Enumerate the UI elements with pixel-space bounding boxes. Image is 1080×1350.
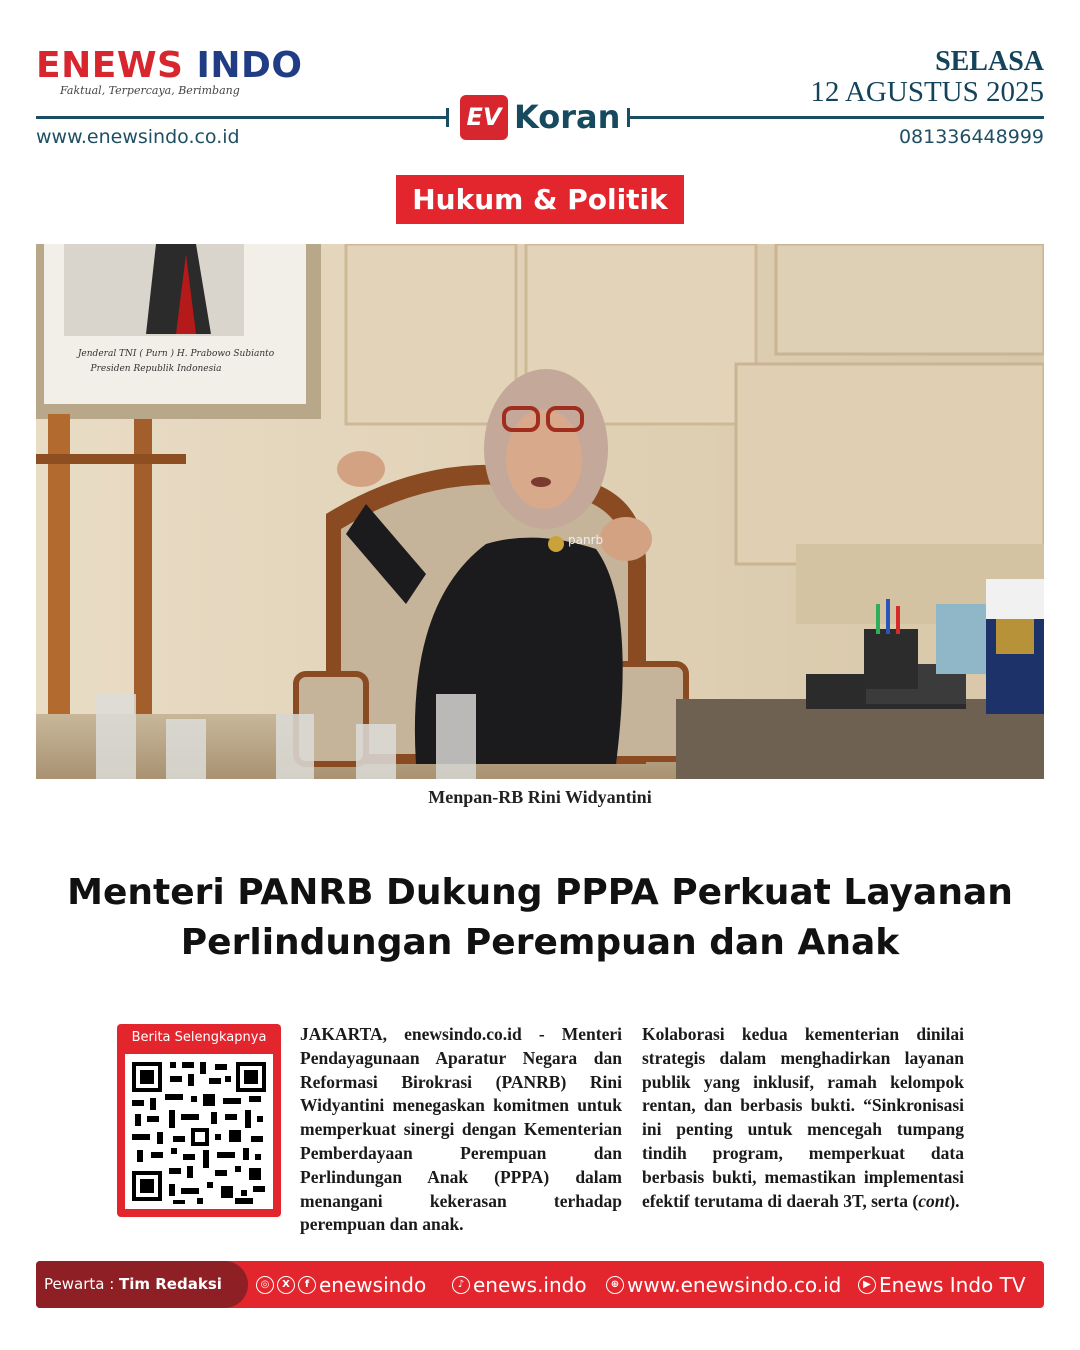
- headline-line2: Perlindungan Perempuan dan Anak: [180, 922, 900, 963]
- qr-card[interactable]: [117, 1024, 281, 1217]
- header-rule-tick: [446, 108, 449, 127]
- header-rule-right: [630, 116, 1044, 119]
- pewarta-name: Tim Redaksi: [119, 1275, 222, 1293]
- brand-logo: [36, 46, 303, 86]
- facebook-icon[interactable]: f: [298, 1276, 316, 1294]
- issue-date: 12 AGUSTUS 2025: [810, 76, 1044, 108]
- footer-website-text: www.enewsindo.co.id: [627, 1272, 842, 1297]
- qr-code[interactable]: [125, 1054, 273, 1209]
- qr-label: Berita Selengkapnya: [131, 1030, 267, 1045]
- youtube-icon: ▶: [858, 1276, 876, 1294]
- youtube-text: Enews Indo TV: [879, 1272, 1026, 1297]
- category-badge: Hukum & Politik: [396, 175, 684, 224]
- brand-tagline: Faktual, Terpercaya, Berimbang: [60, 84, 240, 97]
- ev-logo-icon: EV: [460, 95, 508, 140]
- footer-youtube[interactable]: [858, 1261, 1026, 1308]
- footer-website[interactable]: [606, 1261, 841, 1308]
- column2-text: Kolaborasi kedua kementerian dinilai strategis dalam menghadirkan layanan publik yang inklusif, ramah kelompok rentan, dan berbasis bukti. “Sinkronisasi ini penting untuk mencegah tumpang tindih program, memperkuat data berbasis bukti, memastikan implementasi efektif terutama di daerah 3T, serta (: [642, 1024, 964, 1211]
- article-column-2: [642, 1023, 964, 1213]
- header-rule-left: [36, 116, 446, 119]
- portrait-caption-line1: Jenderal TNI ( Purn ) H. Prabowo Subianto: [77, 349, 275, 359]
- headline-line1: Menteri PANRB Dukung PPPA Perkuat Layanan: [67, 872, 1013, 913]
- portrait-caption-line2: Presiden Republik Indonesia: [90, 364, 222, 374]
- column2-cont: cont: [918, 1190, 950, 1211]
- tiktok-icon: ♪: [452, 1276, 470, 1294]
- instagram-icon[interactable]: ◎: [256, 1276, 274, 1294]
- footer-social-handle[interactable]: [256, 1261, 426, 1308]
- footer-tiktok[interactable]: [452, 1261, 587, 1308]
- column2-end: ).: [949, 1190, 960, 1211]
- article-headline: [40, 868, 1040, 968]
- photo-badge-text: panrb: [568, 533, 604, 547]
- article-photo: [36, 244, 1044, 779]
- header-rule-tick: [627, 108, 630, 127]
- brand-name-part2: INDO: [196, 45, 303, 86]
- issue-day: SELASA: [935, 46, 1044, 77]
- tiktok-handle-text: enews.indo: [473, 1272, 587, 1297]
- header-phone: 081336448999: [898, 126, 1044, 148]
- footer-bar: [36, 1261, 1044, 1308]
- social-handle-text: enewsindo: [319, 1272, 427, 1297]
- pewarta-label: Pewarta :: [44, 1275, 120, 1293]
- pewarta-badge: [36, 1261, 248, 1308]
- header-website[interactable]: www.enewsindo.co.id: [36, 126, 240, 148]
- section-title: Koran: [514, 98, 621, 136]
- photo-caption: Menpan-RB Rini Widyantini: [428, 787, 652, 807]
- globe-icon: ⊕: [606, 1276, 624, 1294]
- brand-name-part1: ENEWS: [36, 45, 184, 86]
- x-icon[interactable]: X: [277, 1276, 295, 1294]
- article-column-1: JAKARTA, enewsindo.co.id - Menteri Pendayagunaan Aparatur Negara dan Reformasi Birokrasi (PANRB) Rini Widyantini menegaskan komitmen untuk memperkuat sinergi dengan Kementerian Pemberdayaan Perempuan dan Perlindungan Anak (PPPA) dalam menangani kekerasan terhadap perempuan dan anak.: [300, 1024, 622, 1235]
